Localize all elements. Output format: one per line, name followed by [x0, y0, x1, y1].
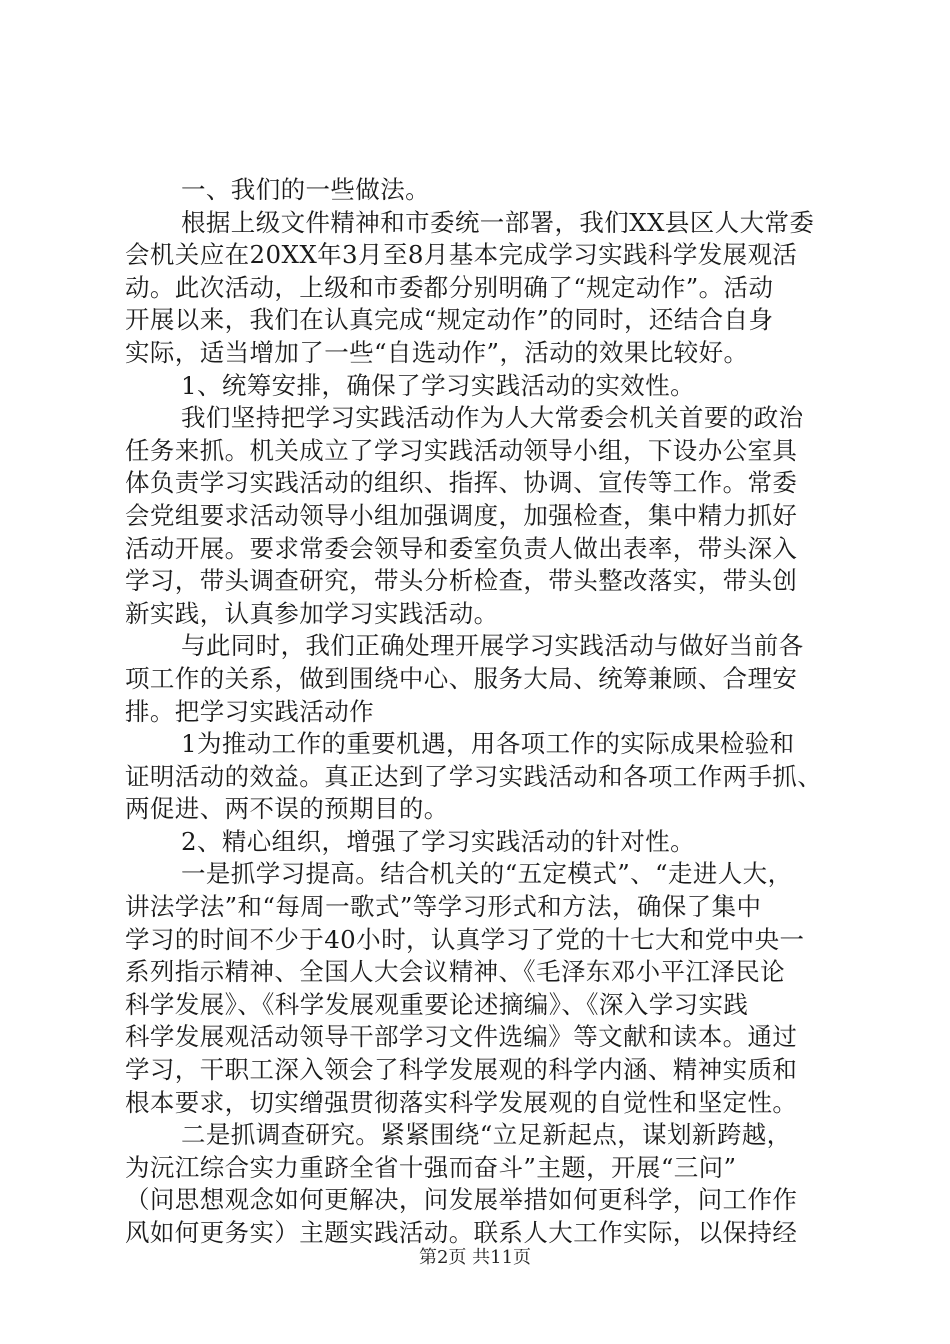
text-line: 体负责学习实践活动的组织、指挥、协调、宣传等工作。常委: [125, 468, 798, 498]
document-body: [125, 174, 845, 1250]
text-line: 活动开展。要求常委会领导和委室负责人做出表率，带头深入: [125, 533, 798, 563]
text-line: 学习，干职工深入领会了科学发展观的科学内涵、精神实质和: [125, 1055, 798, 1085]
text-line: 1、统筹安排，确保了学习实践活动的实效性。: [181, 370, 695, 400]
text-line: 排。把学习实践活动作: [125, 696, 374, 726]
text-line: 我们坚持把学习实践活动作为人大常委会机关首要的政治: [181, 403, 804, 433]
text-line: 风如何更务实）主题实践活动。联系人大工作实际，以保持经: [125, 1218, 798, 1247]
text-line: 项工作的关系，做到围绕中心、服务大局、统筹兼顾、合理安: [125, 663, 798, 693]
text-line: 根本要求，切实缯强贯彻落实科学发展观的自觉性和坚定性。: [125, 1087, 798, 1117]
text-line: 与此同时，我们正确处理开展学习实践活动与做好当前各: [181, 631, 804, 661]
text-line: 开展以来，我们在认真完成“规定动作”的同时，还结合自身: [125, 305, 774, 335]
text-line: 二是抓调查研究。紧紧围绕“立足新起点，谋划新跨越，: [181, 1120, 792, 1150]
text-line: 一是抓学习提高。结合机关的“五定模式”、“走进人大，: [181, 859, 793, 889]
text-line: 科学发展》、《科学发展观重要论述摘编》、《深入学习实践: [125, 989, 749, 1019]
text-line: 会机关应在20XX年3月至8月基本完成学习实践科学发展观活: [125, 240, 798, 270]
text-line: 会党组要求活动领导小组加强调度，加强检查，集中精力抓好: [125, 500, 798, 530]
text-line: 动。此次活动，上级和市委都分别明确了“规定动作”。活动: [125, 272, 774, 302]
page-footer: 第2页 共11页: [418, 1247, 532, 1268]
text-line: 一、我们的一些做法。: [181, 175, 430, 204]
text-line: （问思想观念如何更解决，问发展举措如何更科学，问工作作: [125, 1185, 798, 1215]
text-line: 为沅江综合实力重跻全省十强而奋斗”主题，开展“三问”: [125, 1152, 737, 1182]
text-line: 根据上级文件精神和市委统一部署，我们XX县区人大常委: [181, 207, 815, 237]
text-line: 科学发展观活动领导干部学习文件选编》等文献和读本。通过: [125, 1022, 798, 1052]
text-line: 学习的时间不少于40小时，认真学习了党的十七大和党中央一: [125, 924, 805, 954]
text-line: 讲法学法”和“每周一歌式”等学习形式和方法，确保了集中: [125, 892, 762, 922]
text-line: 学习，带头调查研究，带头分析检查，带头整改落实，带头创: [125, 566, 798, 596]
text-line: 2、精心组织，增强了学习实践活动的针对性。: [181, 826, 695, 856]
text-line: 新实践，认真参加学习实践活动。: [125, 598, 499, 628]
text-line: 1为推动工作的重要机遇，用各项工作的实际成果检验和: [181, 729, 795, 759]
text-line: 两促进、两不误的预期目的。: [125, 794, 449, 824]
text-line: 证明活动的效益。真正达到了学习实践活动和各项工作两手抓、: [125, 761, 823, 791]
text-line: 任务来抓。机关成立了学习实践活动领导小组，下设办公室具: [125, 435, 798, 465]
text-line: 实际，适当增加了一些“自选动作”，活动的效果比较好。: [125, 337, 749, 367]
text-line: 系列指示精神、全国人大会议精神、《毛泽东邓小平江泽民论: [125, 957, 786, 987]
